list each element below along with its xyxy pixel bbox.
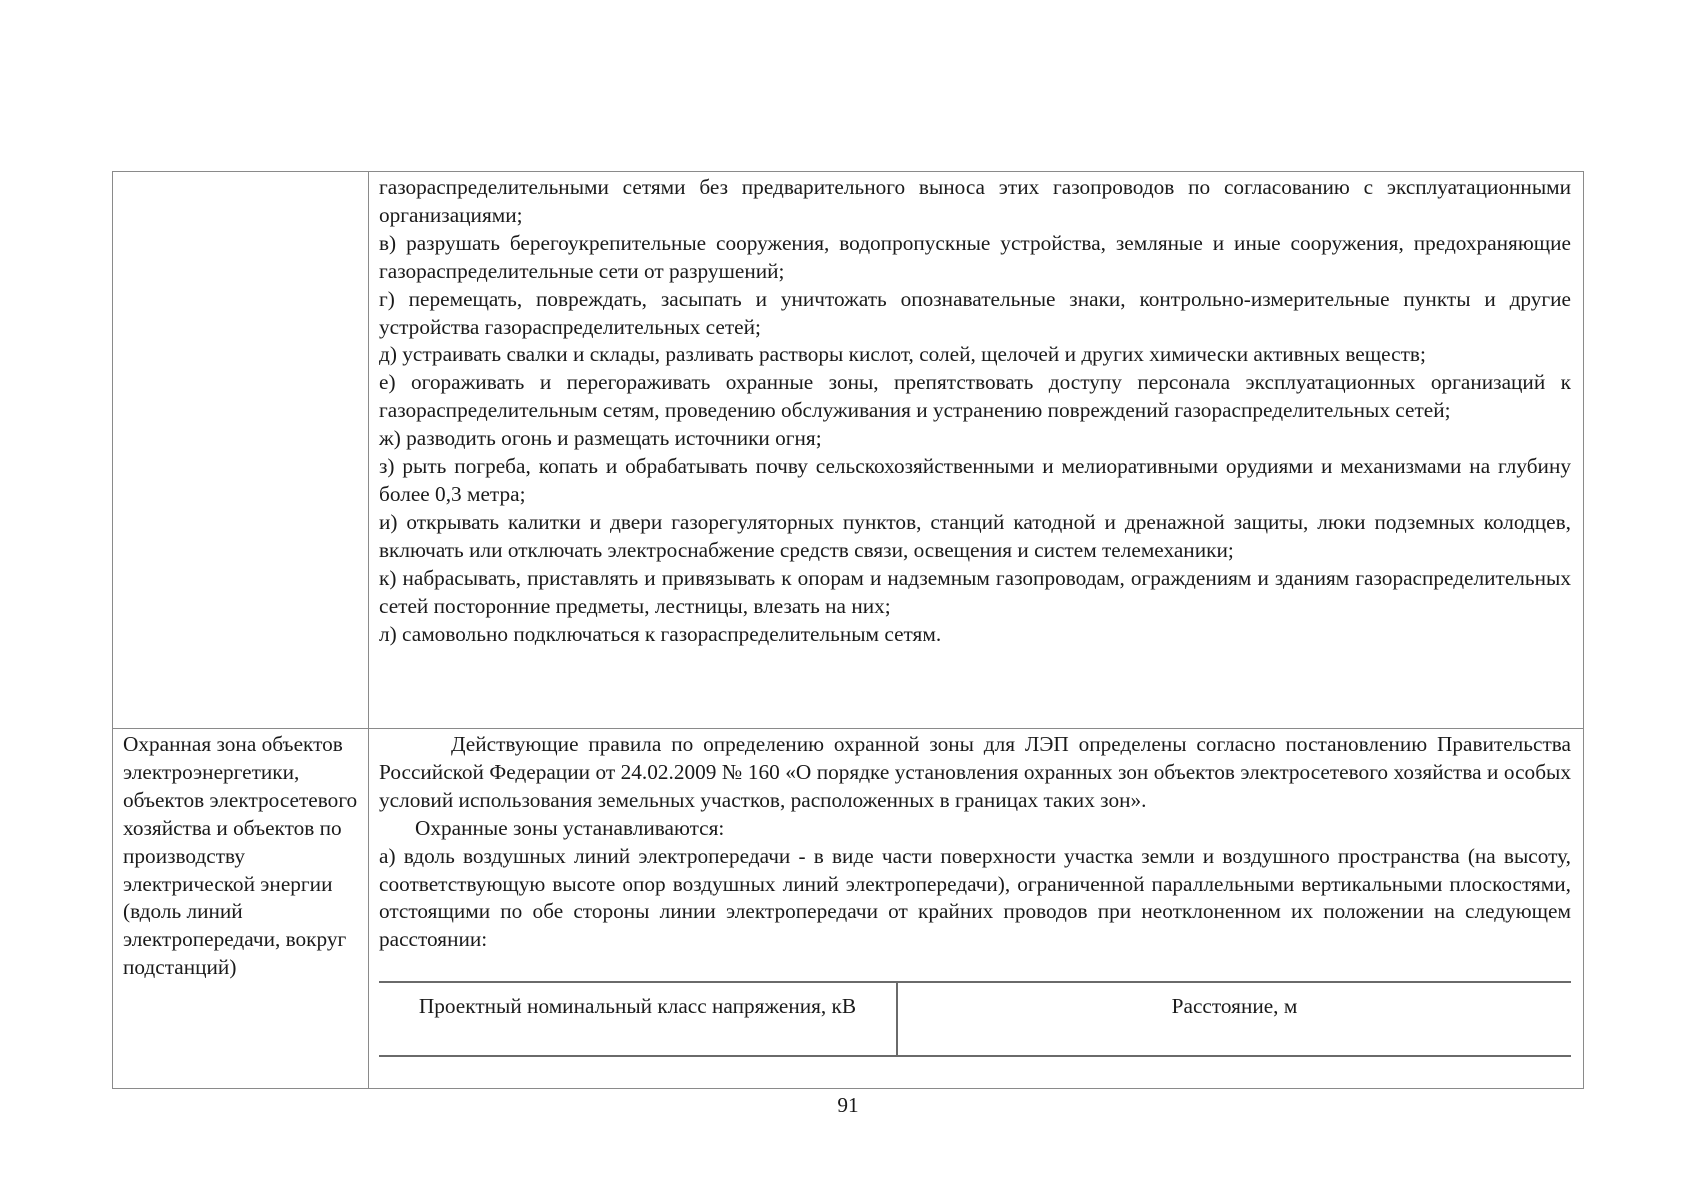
paragraph: ж) разводить огонь и размещать источники огня;: [379, 426, 822, 451]
paragraph: к) набрасывать, приставлять и привязывать к опорам и надземным газопроводам, ограждениям и зданиям газораспределительных сетей посторонние предметы, лестницы, влезать на них;: [379, 565, 1571, 618]
paragraph: и) открывать калитки и двери газорегуляторных пунктов, станций катодной и дренажной защиты, люки подземных колодцев, включать или отключать электроснабжение средств связи, освещения и систем телемеханики;: [379, 509, 1571, 562]
paragraph: л) самовольно подключаться к газораспределительным сетям.: [379, 621, 942, 646]
distance-header: Расстояние, м: [897, 982, 1571, 1056]
paragraph: е) огораживать и перегораживать охранные зоны, препятствовать доступу персонала эксплуатационных организаций к газораспределительным сетям, проведению обслуживания и устранению повреждений газораспределительных сетей;: [379, 370, 1571, 423]
item-a-paragraph: а) вдоль воздушных линий электропередачи - в виде части поверхности участка земли и воздушного пространства (на высоту, соответствующую высоте опор воздушных линий электропередачи), ограниченной параллельными вертикальными плоскостями, отстоящими по обе стороны линии электропередачи от крайних проводов при неотклоненном их положении на следующем расстоянии:: [379, 843, 1571, 952]
table-row: [113, 729, 1584, 1089]
paragraph: газораспределительными сетями без предварительного выноса этих газопроводов по согласованию с эксплуатационными организациями;: [379, 175, 1571, 227]
distance-table: [379, 981, 1571, 1057]
voltage-class-header: Проектный номинальный класс напряжения, кВ: [379, 982, 897, 1056]
paragraph: г) перемещать, повреждать, засыпать и уничтожать опознавательные знаки, контрольно-измерительные пункты и другие устройства газораспределительных сетей;: [379, 286, 1571, 339]
distance-table-header-row: [379, 982, 1571, 1056]
zone-name-cell: Охранная зона объектов электроэнергетики, объектов электросетевого хозяйства и объектов по производству электрической энергии (вдоль линий электропередачи, вокруг подстанций): [113, 729, 369, 1089]
regulations-table: [112, 171, 1584, 1089]
zones-heading: Охранные зоны устанавливаются:: [415, 815, 725, 840]
paragraph: д) устраивать свалки и склады, разливать растворы кислот, солей, щелочей и других химически активных веществ;: [379, 342, 1426, 367]
page-number: 91: [837, 1093, 859, 1117]
zone-description-cell: [369, 729, 1584, 1089]
intro-paragraph: Действующие правила по определению охранной зоны для ЛЭП определены согласно постановлению Правительства Российской Федерации от 24.02.2009 № 160 «О порядке установления охранных зон объектов электросетевого хозяйства и особых условий использования земельных участков, расположенных в границах таких зон».: [379, 732, 1571, 812]
zone-name-cell: [113, 172, 369, 729]
paragraph: з) рыть погреба, копать и обрабатывать почву сельскохозяйственными и мелиоративными орудиями и механизмами на глубину более 0,3 метра;: [379, 454, 1571, 506]
paragraph: в) разрушать берегоукрепительные сооружения, водопропускные устройства, земляные и иные сооружения, предохраняющие газораспределительные сети от разрушений;: [379, 230, 1571, 283]
table-row: [113, 172, 1584, 729]
restrictions-cell: [369, 172, 1584, 729]
